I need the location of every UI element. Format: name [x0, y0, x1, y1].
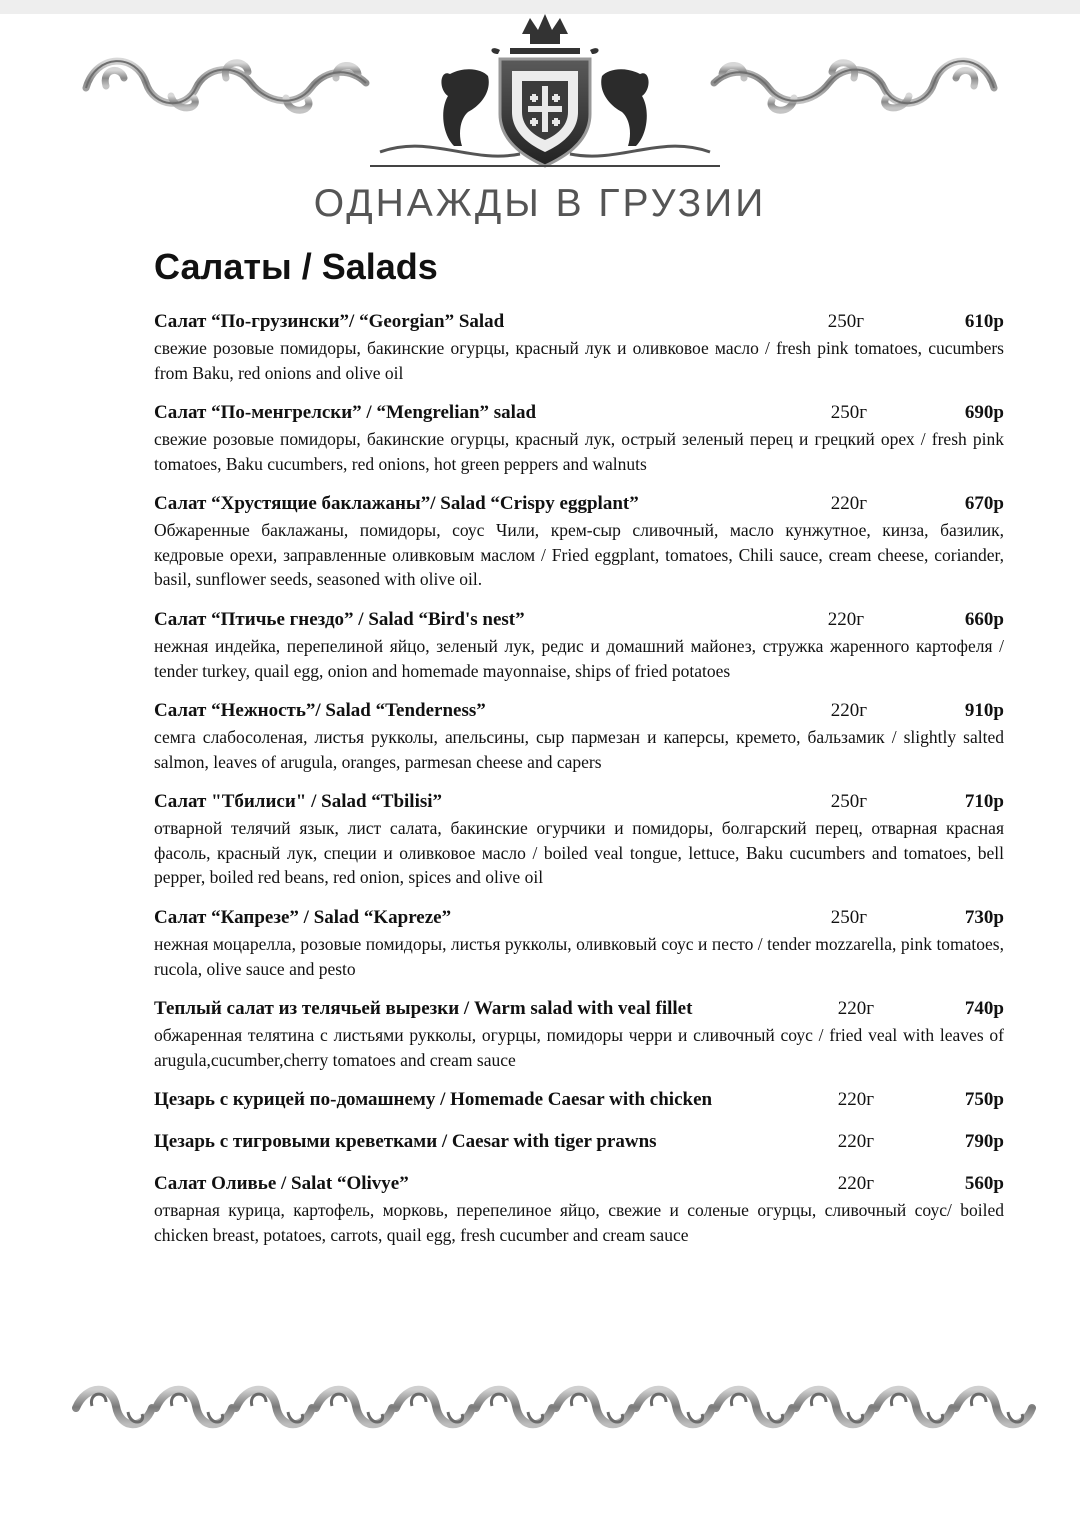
menu-item-weight: 220г	[837, 1089, 874, 1110]
menu-item	[154, 698, 1004, 774]
menu-item-price: 670р	[964, 493, 1004, 514]
menu-item-description: отварной телячий язык, лист салата, бакинские огурчики и помидоры, болгарский перец, отварная красная фасоль, красный лук, специи и оливковое масло / boiled veal tongue, lettuce, Baku cucumbers and tomatoes, bell pepper, boiled red beans, red onion, spices and olive oil	[154, 818, 1004, 887]
section-title: Салаты / Salads	[154, 246, 438, 287]
menu-item-header	[154, 905, 1004, 931]
menu-item	[154, 1129, 1004, 1155]
menu-item-header	[154, 789, 1004, 815]
menu-item-header	[154, 491, 1004, 517]
menu-item	[154, 905, 1004, 981]
menu-item-weight: 220г	[830, 493, 867, 514]
menu-item-price: 560р	[964, 1173, 1004, 1194]
menu-item-description: обжаренная телятина с листьями рукколы, огурцы, помидоры черри и сливочный соус / fried veal with leaves of arugula,cucumber,cherry tomatoes and cream sauce	[154, 1025, 1004, 1070]
menu-item-name: Салат “Птичье гнездо” / Salad “Bird's nest”	[154, 609, 525, 630]
menu-item-name: Цезарь с тигровыми креветками / Caesar with tiger prawns	[154, 1131, 657, 1152]
menu-item-weight: 250г	[830, 402, 867, 423]
menu-item-price: 750р	[964, 1089, 1004, 1110]
menu-item-description: свежие розовые помидоры, бакинские огурцы, красный лук и оливковое масло / fresh pink tomatoes, cucumbers from Baku, red onions and olive oil	[154, 338, 1004, 383]
menu-item-weight: 250г	[830, 907, 867, 928]
menu-item-name: Салат “По-менгрелски” / “Mengrelian” salad	[154, 402, 537, 423]
crest-emblem	[370, 14, 720, 174]
menu-item-price: 740р	[964, 998, 1004, 1019]
menu-item-name: Салат Оливье / Salat “Olivye”	[154, 1173, 409, 1194]
menu-item-weight: 220г	[827, 609, 864, 630]
menu-item	[154, 309, 1004, 385]
menu-item-price: 730р	[964, 907, 1004, 928]
menu-item-weight: 250г	[830, 791, 867, 812]
right-scroll-ornament	[708, 48, 1004, 128]
top-strip	[0, 0, 1080, 14]
menu-item-weight: 220г	[837, 998, 874, 1019]
menu-item-price: 660р	[964, 609, 1004, 630]
menu-item-name: Цезарь с курицей по-домашнему / Homemade Caesar with chicken	[154, 1089, 713, 1110]
menu-item-name: Салат “Капрезе” / Salad “Kapreze”	[154, 907, 452, 928]
left-scroll-ornament	[76, 48, 372, 128]
menu-item-header	[154, 1129, 1004, 1155]
menu-item-name: Салат “Нежность”/ Salad “Tenderness”	[154, 700, 486, 721]
restaurant-logo-text: ОДНАЖДЫ В ГРУЗИИ	[313, 182, 767, 225]
menu-item-description: отварная курица, картофель, морковь, перепелиное яйцо, свежие и соленые огурцы, сливочный соус/ boiled chicken breast, potatoes, carrots, quail egg, fresh cucumber and cream sauce	[154, 1200, 1004, 1245]
menu-item-description: нежная индейка, перепелиной яйцо, зеленый лук, редис и домашний майонез, стружка жаренного картофеля / tender turkey, quail egg, onion and homemade mayonnaise, ships of fried potatoes	[154, 636, 1004, 681]
menu-item-description: семга слабосоленая, листья рукколы, апельсины, сыр пармезан и каперсы, кремето, бальзамик / slightly salted salmon, leaves of arugula, oranges, parmesan cheese and capers	[154, 727, 1004, 772]
menu-item	[154, 1087, 1004, 1113]
menu-item-price: 790р	[964, 1131, 1004, 1152]
menu-item-price: 690р	[964, 402, 1004, 423]
menu-item-description: свежие розовые помидоры, бакинские огурцы, красный лук, острый зеленый перец и грецкий орех / fresh pink tomatoes, Baku cucumbers, red onions, hot green peppers and walnuts	[154, 429, 1004, 474]
menu-item-price: 610р	[964, 311, 1004, 332]
menu-item-name: Теплый салат из телячьей вырезки / Warm salad with veal fillet	[154, 998, 693, 1019]
menu-item-description: нежная моцарелла, розовые помидоры, листья рукколы, оливковый соус и песто / tender mozzarella, pink tomatoes, rucola, olive sauce and pesto	[154, 934, 1004, 979]
menu-item-weight: 250г	[827, 311, 864, 332]
menu-item	[154, 491, 1004, 592]
menu-item	[154, 789, 1004, 890]
menu-header	[0, 14, 1080, 234]
menu-item-header	[154, 309, 1004, 335]
menu-item-header	[154, 1087, 1004, 1113]
menu-item-weight: 220г	[837, 1131, 874, 1152]
menu-item-name: Салат "Тбилиси" / Salad “Tbilisi”	[154, 791, 443, 812]
menu-item-header	[154, 607, 1004, 633]
menu-item-weight: 220г	[837, 1173, 874, 1194]
menu-item	[154, 400, 1004, 476]
menu-item	[154, 996, 1004, 1072]
menu-item-header	[154, 1171, 1004, 1197]
menu-item	[154, 1171, 1004, 1247]
menu-item-header	[154, 996, 1004, 1022]
bottom-ornament-border	[72, 1380, 1042, 1436]
menu-item-price: 710р	[964, 791, 1004, 812]
menu-item-header	[154, 698, 1004, 724]
menu-item-header	[154, 400, 1004, 426]
menu-item-description: Обжаренные баклажаны, помидоры, соус Чили, крем-сыр сливочный, масло кунжутное, кинза, базилик, кедровые орехи, заправленные оливковым маслом / Fried eggplant, tomatoes, Chili sauce, cream cheese, coriander, basil, sunflower seeds, seasoned with olive oil.	[154, 520, 1004, 589]
menu-item-price: 910р	[964, 700, 1004, 721]
menu-item	[154, 607, 1004, 683]
menu-item-name: Салат “По-грузински”/ “Georgian” Salad	[154, 311, 505, 332]
menu-item-name: Салат “Хрустящие баклажаны”/ Salad “Crispy eggplant”	[154, 493, 639, 514]
menu-item-weight: 220г	[830, 700, 867, 721]
